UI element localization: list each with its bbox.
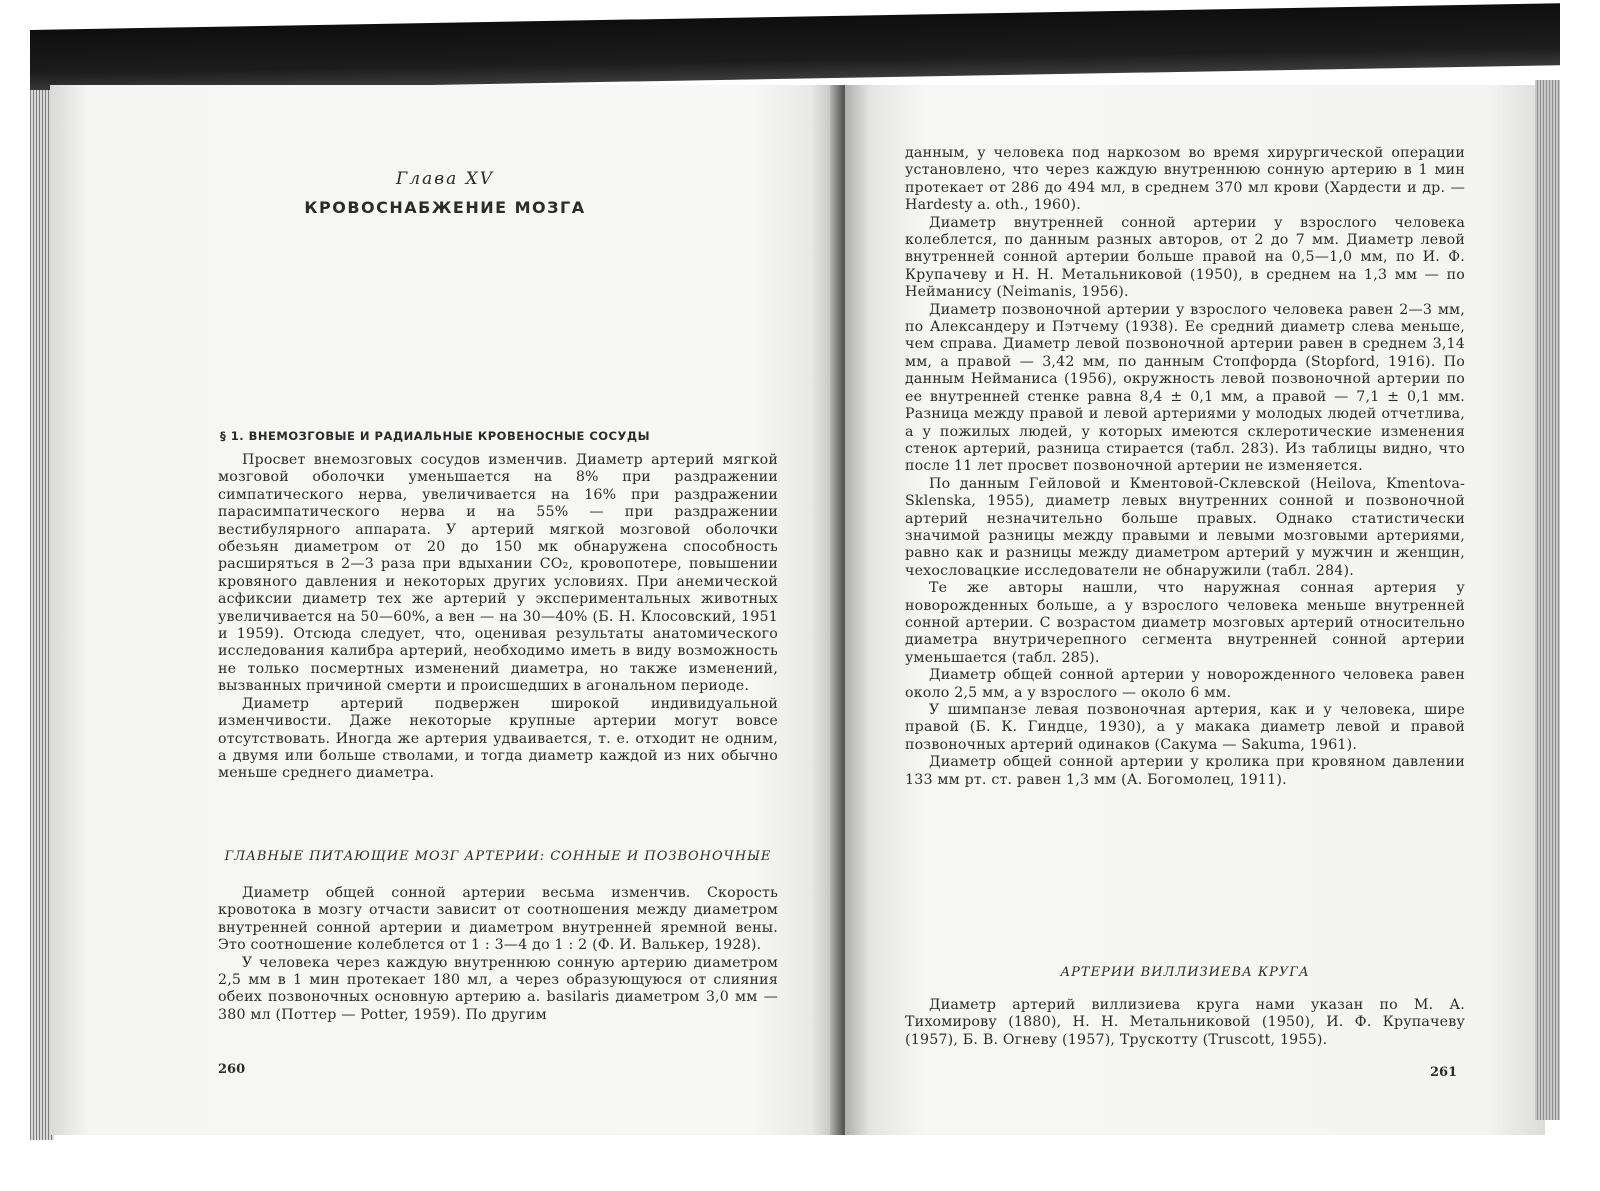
- chapter-label: Глава XV: [395, 169, 495, 189]
- chapter-title: КРОВОСНАБЖЕНИЕ МОЗГА: [304, 198, 586, 217]
- left-body-2: [218, 885, 778, 1024]
- paragraph: По данным Гейловой и Кментовой-Склевской (Heilova, Kmentova-Sklenska, 1955), диаметр левых внутренних сонной и позвоночной артерий незначительно больше правых. Однако статистически значимой разницы между правыми и левыми мозговыми артериями, равно как и разницы между диаметром артерий у мужчин и женщин, чехословацкие исследователи не обнаружили (табл. 284).: [905, 475, 1465, 579]
- paragraph: Диаметр артерий виллизиева круга нами указан по М. А. Тихомирову (1880), Н. Н. Метальниковой (1950), И. Ф. Крупачеву (1957), Б. В. Огневу (1957), Трускотту (Truscott, 1955).: [905, 997, 1465, 1048]
- paragraph: Диаметр общей сонной артерии у кролика при кровяном давлении 133 мм рт. ст. равен 1,3 мм (А. Богомолец, 1911).: [905, 754, 1465, 788]
- page-stack-right: [1535, 80, 1560, 1120]
- paragraph: Диаметр общей сонной артерии у новорожденного человека равен около 2,5 мм, а у взрослого — около 6 мм.: [905, 667, 1465, 701]
- page-number: 261: [1430, 1065, 1458, 1080]
- paragraph: Диаметр общей сонной артерии весьма изменчив. Скорость кровотока в мозгу отчасти зависит от соотношения между диаметром внутренней сонной артерии и диаметром внутренней яремной вены. Это соотношение колеблется от 1 : 3—4 до 1 : 2 (Ф. И. Валькер, 1928).: [218, 885, 778, 954]
- paragraph: У человека через каждую внутреннюю сонную артерию диаметром 2,5 мм в 1 мин протекает 180 мл, а через образующуюся от слияния обеих позвоночных основную артерию a. basilaris диаметром 3,0 мм — 380 мл (Поттер — Potter, 1959). По другим: [218, 954, 778, 1023]
- paragraph: Просвет внемозговых сосудов изменчив. Диаметр артерий мягкой мозговой оболочки уменьшается на 8% при раздражении симпатического нерва, увеличивается на 16% при раздражении парасимпатического нерва и на 55% — при раздражении вестибулярного аппарата. У артерий мягкой мозговой оболочки обезьян диаметром от 20 до 150 мк обнаружена способность расширяться в 2—3 раза при вдыхании CO₂, кровопотере, повышении кровяного давления и некоторых других условиях. При анемической асфиксии диаметр тех же артерий у экспериментальных животных увеличивается на 50—60%, а вен — на 30—40% (Б. Н. Клосовский, 1951 и 1959). Отсюда следует, что, оценивая результаты анатомического исследования калибра артерий, необходимо иметь в виду возможность не только посмертных изменений диаметра, но также изменений, вызванных причиной смерти и происшедших в агональном периоде.: [218, 452, 778, 695]
- page-number: 260: [218, 1062, 246, 1077]
- paragraph: Те же авторы нашли, что наружная сонная артерия у новорожденных больше, а у взрослого человека меньше внутренней сонной артерии. С возрастом диаметр мозговых артерий относительно диаметра внутричерепного сегмента внутренней сонной артерии уменьшается (табл. 285).: [905, 580, 1465, 666]
- right-body-1: [905, 145, 1465, 789]
- paragraph: Диаметр артерий подвержен широкой индивидуальной изменчивости. Даже некоторые крупные артерии могут вовсе отсутствовать. Иногда же артерия удваивается, т. е. отходит не одним, а двумя или больше стволами, и тогда диаметр каждой из них обычно меньше среднего диаметра.: [218, 695, 778, 782]
- left-body-1: [218, 452, 778, 783]
- paragraph: Диаметр позвоночной артерии у взрослого человека равен 2—3 мм, по Александеру и Пэтчему (1938). Ее средний диаметр слева меньше, чем справа. Диаметр левой позвоночной артерии равен в среднем 3,14 мм, а правой — 3,42 мм, по данным Стопфорда (Stopford, 1916). По данным Нейманиса (1956), окружность левой позвоночной артерии по ее внутренней стенке равна 8,4 ± 0,1 мм, а правой — 7,1 ± 0,1 мм. Разница между правой и левой артериями у молодых людей отчетлива, а у пожилых людей, у которых имеются склеротические изменения стенок артерий, разница стирается (табл. 283). Из таблицы видно, что после 11 лет просвет позвоночной артерии не изменяется.: [905, 301, 1465, 475]
- section-heading: § 1. ВНЕМОЗГОВЫЕ И РАДИАЛЬНЫЕ КРОВЕНОСНЫЕ СОСУДЫ: [220, 429, 650, 443]
- paragraph: данным, у человека под наркозом во время хирургической операции установлено, что через каждую внутреннюю сонную артерию в 1 мин протекает от 286 до 494 мл, в среднем 370 мл крови (Хардести и др. — Hardesty a. oth., 1960).: [905, 145, 1465, 214]
- subheading: ГЛАВНЫЕ ПИТАЮЩИЕ МОЗГ АРТЕРИИ: СОННЫЕ И ПОЗВОНОЧНЫЕ: [224, 849, 772, 864]
- open-book: [30, 60, 1560, 1150]
- left-page: [50, 85, 840, 1135]
- right-body-2: [905, 997, 1465, 1049]
- subheading: АРТЕРИИ ВИЛЛИЗИЕВА КРУГА: [1060, 965, 1310, 980]
- paragraph: Диаметр внутренней сонной артерии у взрослого человека колеблется, по данным разных авторов, от 2 до 7 мм. Диаметр левой внутренней сонной артерии больше правой на 0,5—1,0 мм, по И. Ф. Крупачеву и Н. Н. Метальниковой (1950), в среднем на 1,3 мм — по Нейманису (Neimanis, 1956).: [905, 214, 1465, 301]
- paragraph: У шимпанзе левая позвоночная артерия, как и у человека, шире правой (Б. К. Гиндце, 1930), а у макака диаметр левой и правой позвоночных артерий одинаков (Сакума — Sakuma, 1961).: [905, 702, 1465, 753]
- right-page: [845, 85, 1545, 1135]
